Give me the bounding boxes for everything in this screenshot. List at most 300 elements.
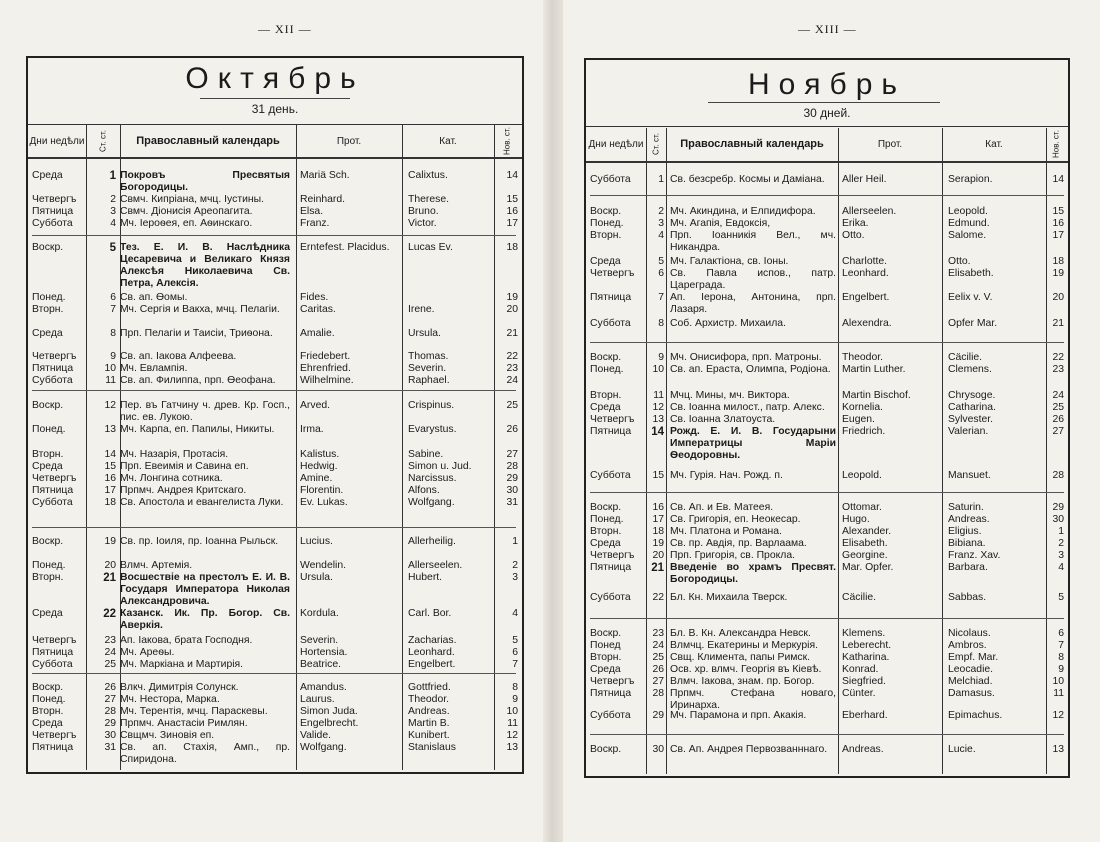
- catholic-name-cell: Wolfgang.: [408, 497, 455, 508]
- old-style-date-cell: 30: [652, 744, 664, 755]
- orthodox-saint-cell: Св. ап. Ераста, Олимпа, Родіона.: [670, 364, 831, 375]
- new-style-date-cell: 10: [506, 706, 518, 717]
- orthodox-saint-cell: Мч. Онисифора, прп. Матроны.: [670, 352, 822, 363]
- old-style-date-cell: 12: [104, 400, 116, 411]
- orthodox-saint-cell: Мч. Агапія, Евдоксія,: [670, 218, 771, 229]
- weekday-cell: Воскр.: [32, 682, 64, 693]
- catholic-name-cell: Kunibert.: [408, 730, 450, 741]
- catholic-name-cell: Eelix v. V.: [948, 292, 993, 303]
- new-style-date-cell: 14: [1052, 174, 1064, 185]
- old-style-date-cell: 6: [658, 268, 664, 279]
- new-style-date-cell: 12: [1052, 710, 1064, 721]
- new-style-date-cell: 22: [1052, 352, 1064, 363]
- orthodox-saint-cell: Покровъ Пресвятыя Богородицы.: [120, 170, 290, 193]
- old-style-date-cell: 9: [658, 352, 664, 363]
- new-style-date-cell: 24: [506, 375, 518, 386]
- protestant-name-cell: Alexendra.: [842, 318, 892, 329]
- old-style-date-cell: 19: [104, 536, 116, 547]
- new-style-date-cell: 30: [1052, 514, 1064, 525]
- catholic-name-cell: Salome.: [948, 230, 987, 241]
- old-style-date-cell: 4: [658, 230, 664, 241]
- weekday-cell: Вторн.: [32, 449, 64, 460]
- old-style-date-cell: 29: [652, 710, 664, 721]
- weekday-cell: Четвергъ: [32, 730, 77, 741]
- catholic-name-cell: Leonhard.: [408, 647, 455, 658]
- catholic-name-cell: Empf. Mar.: [948, 652, 999, 663]
- header-protestant: Прот.: [336, 135, 362, 147]
- protestant-name-cell: Leberecht.: [842, 640, 892, 651]
- protestant-name-cell: Hugo.: [842, 514, 870, 525]
- catholic-name-cell: Bibiana.: [948, 538, 986, 549]
- orthodox-saint-cell: Восшествіе на престолъ Е. И. В. Государя Императора Николая Александровича.: [120, 572, 290, 607]
- catholic-name-cell: Irene.: [408, 304, 435, 315]
- weekday-cell: Понед.: [590, 514, 624, 525]
- catholic-name-cell: Lucie.: [948, 744, 976, 755]
- new-style-date-cell: 2: [1058, 538, 1064, 549]
- catholic-name-cell: Lucas Ev.: [408, 242, 453, 253]
- header-new-style: Нов. ст.: [1051, 130, 1061, 158]
- weekday-cell: Понед.: [32, 694, 66, 705]
- old-style-date-cell: 10: [104, 363, 116, 374]
- new-style-date-cell: 9: [512, 694, 518, 705]
- new-style-date-cell: 6: [1058, 628, 1064, 639]
- protestant-name-cell: Kornelia.: [842, 402, 884, 413]
- weekday-cell: Воскр.: [32, 400, 64, 411]
- protestant-name-cell: Ursula.: [300, 572, 333, 583]
- weekday-cell: Среда: [590, 538, 621, 549]
- old-style-date-cell: 24: [652, 640, 664, 651]
- new-style-date-cell: 8: [512, 682, 518, 693]
- catholic-name-cell: Leocadie.: [948, 664, 994, 675]
- catholic-name-cell: Clemens.: [948, 364, 992, 375]
- new-style-date-cell: 4: [512, 608, 518, 619]
- protestant-name-cell: Aller Heil.: [842, 174, 887, 185]
- old-style-date-cell: 5: [109, 242, 116, 254]
- new-style-date-cell: 2: [512, 560, 518, 571]
- catholic-name-cell: Catharina.: [948, 402, 996, 413]
- catholic-name-cell: Eligius.: [948, 526, 982, 537]
- orthodox-saint-cell: Св. ап. Іакова Алфеева.: [120, 351, 237, 362]
- weekday-cell: Четвергъ: [32, 351, 77, 362]
- protestant-name-cell: Florentin.: [300, 485, 344, 496]
- orthodox-saint-cell: Мч. Платона и Романа.: [670, 526, 782, 537]
- protestant-name-cell: Cünter.: [842, 688, 876, 699]
- new-style-date-cell: 5: [512, 635, 518, 646]
- old-style-date-cell: 14: [104, 449, 116, 460]
- weekday-cell: Пятница: [32, 647, 74, 658]
- orthodox-saint-cell: Мчц. Мины, мч. Виктора.: [670, 390, 790, 401]
- orthodox-saint-cell: Св. Ап. Андрея Первозванннаго.: [670, 744, 828, 755]
- new-style-date-cell: 15: [1052, 206, 1064, 217]
- old-style-date-cell: 21: [103, 572, 116, 584]
- old-style-date-cell: 13: [652, 414, 664, 425]
- protestant-name-cell: Mariä Sch.: [300, 170, 350, 181]
- new-style-date-cell: 27: [506, 449, 518, 460]
- new-style-date-cell: 29: [506, 473, 518, 484]
- orthodox-saint-cell: Св. Григорія, еп. Неокесар.: [670, 514, 801, 525]
- weekday-cell: Суббота: [590, 592, 631, 603]
- catholic-name-cell: Nicolaus.: [948, 628, 991, 639]
- old-style-date-cell: 18: [652, 526, 664, 537]
- old-style-date-cell: 15: [652, 470, 664, 481]
- orthodox-saint-cell: Св. Іоанна милост., патр. Алекс.: [670, 402, 825, 413]
- old-style-date-cell: 1: [109, 170, 116, 182]
- protestant-name-cell: Konrad.: [842, 664, 879, 675]
- header-orthodox: Православный календарь: [136, 134, 280, 147]
- old-style-date-cell: 11: [105, 375, 116, 386]
- weekday-cell: Воскр.: [32, 242, 64, 253]
- orthodox-saint-cell: Мч. Нестора, Марка.: [120, 694, 220, 705]
- weekday-cell: Среда: [32, 461, 63, 472]
- month-title: Ноябрь: [747, 68, 907, 101]
- new-style-date-cell: 20: [506, 304, 518, 315]
- weekday-cell: Суббота: [32, 659, 73, 670]
- calendar-table: [28, 158, 522, 770]
- weekday-cell: Четвергъ: [32, 635, 77, 646]
- new-style-date-cell: 16: [506, 206, 518, 217]
- new-style-date-cell: 21: [506, 328, 518, 339]
- old-style-date-cell: 22: [103, 608, 116, 620]
- orthodox-saint-cell: Мч. Карпа, еп. Папилы, Никиты.: [120, 424, 275, 435]
- weekday-cell: Среда: [32, 328, 63, 339]
- month-title: Октябрь: [185, 62, 365, 95]
- header-new-style: Нов. ст.: [502, 127, 512, 155]
- old-style-date-cell: 22: [652, 592, 664, 603]
- old-style-date-cell: 7: [658, 292, 664, 303]
- new-style-date-cell: 3: [512, 572, 518, 583]
- header-protestant: Прот.: [877, 138, 903, 150]
- orthodox-saint-cell: Прп. Пелагіи и Таисіи, Триѳона.: [120, 328, 273, 339]
- orthodox-saint-cell: Св. Ап. и Ев. Матеея.: [670, 502, 774, 513]
- orthodox-saint-cell: Мч. Сергія и Вакха, мчц. Пелагіи.: [120, 304, 280, 315]
- weekday-cell: Воскр.: [32, 536, 64, 547]
- calendar-frame: [26, 56, 524, 774]
- week-separator: [32, 527, 516, 528]
- catholic-name-cell: Opfer Mar.: [948, 318, 998, 329]
- protestant-name-cell: Martin Bischof.: [842, 390, 911, 401]
- weekday-cell: Среда: [32, 608, 63, 619]
- new-style-date-cell: 30: [506, 485, 518, 496]
- protestant-name-cell: Wendelin.: [300, 560, 347, 571]
- orthodox-saint-cell: Мч. Лонгина сотника.: [120, 473, 223, 484]
- orthodox-saint-cell: Мч. Іероѳея, еп. Аѳинскаго.: [120, 218, 253, 229]
- protestant-name-cell: Theodor.: [842, 352, 884, 363]
- weekday-cell: Суббота: [32, 497, 73, 508]
- new-style-date-cell: 18: [1052, 256, 1064, 267]
- old-style-date-cell: 31: [104, 742, 116, 753]
- catholic-name-cell: Severin.: [408, 363, 447, 374]
- column-header: [586, 126, 1068, 163]
- old-style-date-cell: 27: [652, 676, 664, 687]
- orthodox-saint-cell: Соб. Архистр. Михаила.: [670, 318, 786, 329]
- weekday-cell: Понед.: [590, 218, 624, 229]
- old-style-date-cell: 3: [658, 218, 664, 229]
- catholic-name-cell: Victor.: [408, 218, 437, 229]
- protestant-name-cell: Eberhard.: [842, 710, 888, 721]
- new-style-date-cell: 5: [1058, 592, 1064, 603]
- new-style-date-cell: 17: [506, 218, 518, 229]
- catholic-name-cell: Theodor.: [408, 694, 450, 705]
- weekday-cell: Вторн.: [32, 304, 64, 315]
- orthodox-saint-cell: Влмчц. Екатерины и Меркурія.: [670, 640, 818, 651]
- catholic-name-cell: Ambros.: [948, 640, 987, 651]
- catholic-name-cell: Raphael.: [408, 375, 450, 386]
- catholic-name-cell: Damasus.: [948, 688, 995, 699]
- old-style-date-cell: 17: [104, 485, 116, 496]
- orthodox-saint-cell: Тез. Е. И. В. Наслѣдника Цесаревича и Великаго Князя Алексѣя Николаевича Св. Петра, Алексія.: [120, 242, 290, 289]
- column-rule: [838, 128, 839, 774]
- weekday-cell: Пятница: [590, 426, 632, 437]
- header-old-style: Ст. ст.: [98, 130, 108, 152]
- new-style-date-cell: 13: [1052, 744, 1064, 755]
- new-style-date-cell: 28: [1052, 470, 1064, 481]
- title-rule: [200, 98, 350, 99]
- new-style-date-cell: 25: [1052, 402, 1064, 413]
- orthodox-saint-cell: Влмч. Іакова, знам. пр. Богор.: [670, 676, 815, 687]
- orthodox-saint-cell: Свщмч. Зиновія еп.: [120, 730, 215, 741]
- weekday-cell: Вторн.: [32, 706, 64, 717]
- weekday-cell: Пятница: [32, 206, 74, 217]
- orthodox-saint-cell: Прп. Іоанникія Вел., мч. Никандра.: [670, 230, 836, 253]
- catholic-name-cell: Barbara.: [948, 562, 988, 573]
- catholic-name-cell: Andreas.: [948, 514, 990, 525]
- weekday-cell: Воскр.: [590, 502, 622, 513]
- protestant-name-cell: Severin.: [300, 635, 339, 646]
- new-style-date-cell: 26: [1052, 414, 1064, 425]
- column-rule: [666, 128, 667, 774]
- old-style-date-cell: 10: [652, 364, 664, 375]
- orthodox-saint-cell: Ап. Іерона, Антонина, прп. Лазаря.: [670, 292, 836, 315]
- protestant-name-cell: Amandus.: [300, 682, 347, 693]
- old-style-date-cell: 4: [110, 218, 116, 229]
- days-count: 31 день.: [251, 102, 299, 116]
- new-style-date-cell: 1: [512, 536, 518, 547]
- catholic-name-cell: Bruno.: [408, 206, 439, 217]
- week-separator: [590, 492, 1064, 493]
- old-style-date-cell: 6: [110, 292, 116, 303]
- orthodox-saint-cell: Влмч. Артемія.: [120, 560, 193, 571]
- week-separator: [590, 195, 1064, 196]
- old-style-date-cell: 26: [104, 682, 116, 693]
- weekday-cell: Понед.: [590, 364, 624, 375]
- weekday-cell: Четвергъ: [590, 268, 635, 279]
- new-style-date-cell: 21: [1052, 318, 1064, 329]
- catholic-name-cell: Cäcilie.: [948, 352, 983, 363]
- protestant-name-cell: Engelbrecht.: [300, 718, 359, 729]
- new-style-date-cell: 17: [1052, 230, 1064, 241]
- old-style-date-cell: 25: [104, 659, 116, 670]
- new-style-date-cell: 7: [1058, 640, 1064, 651]
- catholic-name-cell: Thomas.: [408, 351, 449, 362]
- old-style-date-cell: 27: [104, 694, 116, 705]
- new-style-date-cell: 25: [506, 400, 518, 411]
- protestant-name-cell: Leopold.: [842, 470, 882, 481]
- orthodox-saint-cell: Св. пр. Іоиля, пр. Іоанна Рыльск.: [120, 536, 279, 547]
- catholic-name-cell: Mansuet.: [948, 470, 991, 481]
- catholic-name-cell: Sabbas.: [948, 592, 987, 603]
- old-style-date-cell: 5: [658, 256, 664, 267]
- old-style-date-cell: 12: [652, 402, 664, 413]
- catholic-name-cell: Allerheilig.: [408, 536, 456, 547]
- catholic-name-cell: Narcissus.: [408, 473, 457, 484]
- catholic-name-cell: Carl. Bor.: [408, 608, 452, 619]
- week-separator: [32, 673, 516, 674]
- old-style-date-cell: 15: [104, 461, 116, 472]
- weekday-cell: Понед.: [32, 292, 66, 303]
- catholic-name-cell: Ursula.: [408, 328, 441, 339]
- old-style-date-cell: 14: [651, 426, 664, 438]
- orthodox-saint-cell: Прпмч. Стефана новаго, Иринарха.: [670, 688, 836, 711]
- orthodox-saint-cell: Бл. Кн. Михаила Тверск.: [670, 592, 788, 603]
- protestant-name-cell: Hedwig.: [300, 461, 338, 472]
- old-style-date-cell: 20: [104, 560, 116, 571]
- protestant-name-cell: Caritas.: [300, 304, 336, 315]
- page-number: — XIII —: [798, 22, 857, 36]
- protestant-name-cell: Charlotte.: [842, 256, 888, 267]
- new-style-date-cell: 14: [506, 170, 518, 181]
- orthodox-saint-cell: Ап. Іакова, брата Господня.: [120, 635, 253, 646]
- orthodox-saint-cell: Прпмч. Андрея Критскаго.: [120, 485, 247, 496]
- catholic-name-cell: Calixtus.: [408, 170, 448, 181]
- catholic-name-cell: Epimachus.: [948, 710, 1003, 721]
- weekday-cell: Четвергъ: [32, 473, 77, 484]
- old-style-date-cell: 19: [652, 538, 664, 549]
- protestant-name-cell: Eugen.: [842, 414, 875, 425]
- days-count: 30 дней.: [803, 106, 851, 120]
- weekday-cell: Вторн.: [590, 652, 622, 663]
- new-style-date-cell: 11: [507, 718, 518, 729]
- orthodox-saint-cell: Свмч. Діонисія Ареопагита.: [120, 206, 253, 217]
- weekday-cell: Среда: [32, 718, 63, 729]
- old-style-date-cell: 2: [658, 206, 664, 217]
- new-style-date-cell: 28: [506, 461, 518, 472]
- orthodox-saint-cell: Св. ап. Стахія, Амп., пр. Спиридона.: [120, 742, 290, 765]
- weekday-cell: Воскр.: [590, 744, 622, 755]
- weekday-cell: Вторн.: [590, 390, 622, 401]
- old-style-date-cell: 13: [104, 424, 116, 435]
- header-catholic: Кат.: [985, 138, 1003, 150]
- weekday-cell: Четвергъ: [32, 194, 77, 205]
- new-style-date-cell: 18: [506, 242, 518, 253]
- protestant-name-cell: Reinhard.: [300, 194, 346, 205]
- catholic-name-cell: Sabine.: [408, 449, 444, 460]
- new-style-date-cell: 31: [506, 497, 518, 508]
- week-separator: [590, 342, 1064, 343]
- week-separator: [32, 390, 516, 391]
- protestant-name-cell: Leonhard.: [842, 268, 889, 279]
- old-style-date-cell: 24: [104, 647, 116, 658]
- orthodox-saint-cell: Св. Апостола и евангелиста Луки.: [120, 497, 284, 508]
- orthodox-saint-cell: Пер. въ Гатчину ч. древ. Кр. Госп., пис. ев. Лукою.: [120, 400, 290, 423]
- new-style-date-cell: 9: [1058, 664, 1064, 675]
- orthodox-saint-cell: Св. Павла испов., патр. Цареграда.: [670, 268, 836, 291]
- new-style-date-cell: 23: [506, 363, 518, 374]
- old-style-date-cell: 25: [652, 652, 664, 663]
- weekday-cell: Воскр.: [590, 628, 622, 639]
- orthodox-saint-cell: Св. пр. Авдія, пр. Варлаама.: [670, 538, 807, 549]
- orthodox-saint-cell: Введеніе во храмъ Пресвят. Богородицы.: [670, 562, 836, 585]
- orthodox-saint-cell: Свмч. Кипріана, мчц. Іустины.: [120, 194, 264, 205]
- protestant-name-cell: Hortensia.: [300, 647, 348, 658]
- weekday-cell: Суббота: [590, 174, 631, 185]
- protestant-name-cell: Elsa.: [300, 206, 324, 217]
- new-style-date-cell: 8: [1058, 652, 1064, 663]
- title-rule: [708, 102, 940, 103]
- orthodox-saint-cell: Св. Іоанна Златоуста.: [670, 414, 776, 425]
- protestant-name-cell: Cäcilie.: [842, 592, 877, 603]
- protestant-name-cell: Friedrich.: [842, 426, 886, 437]
- catholic-name-cell: Martin B.: [408, 718, 450, 729]
- orthodox-saint-cell: Мч. Маркіана и Мартирія.: [120, 659, 244, 670]
- old-style-date-cell: 28: [652, 688, 664, 699]
- catholic-name-cell: Stanislaus: [408, 742, 456, 753]
- new-style-date-cell: 22: [506, 351, 518, 362]
- catholic-name-cell: Elisabeth.: [948, 268, 994, 279]
- old-style-date-cell: 17: [652, 514, 664, 525]
- protestant-name-cell: Irma.: [300, 424, 324, 435]
- orthodox-saint-cell: Мч. Терентія, мчц. Параскевы.: [120, 706, 268, 717]
- old-style-date-cell: 21: [651, 562, 664, 574]
- catholic-name-cell: Evarystus.: [408, 424, 457, 435]
- old-style-date-cell: 30: [104, 730, 116, 741]
- protestant-name-cell: Simon Juda.: [300, 706, 358, 717]
- weekday-cell: Вторн.: [590, 526, 622, 537]
- orthodox-saint-cell: Мч. Ареѳы.: [120, 647, 175, 658]
- protestant-name-cell: Friedebert.: [300, 351, 351, 362]
- weekday-cell: Вторн.: [32, 572, 64, 583]
- old-style-date-cell: 11: [653, 390, 664, 401]
- weekday-cell: Четвергъ: [590, 550, 635, 561]
- weekday-cell: Четвергъ: [590, 676, 635, 687]
- orthodox-saint-cell: Прп. Евеимія и Савина еп.: [120, 461, 249, 472]
- column-rule: [942, 128, 943, 774]
- old-style-date-cell: 18: [104, 497, 116, 508]
- orthodox-saint-cell: Мч. Евлампія.: [120, 363, 188, 374]
- new-style-date-cell: 15: [506, 194, 518, 205]
- catholic-name-cell: Allerseelen.: [408, 560, 463, 571]
- weekday-cell: Понед.: [32, 560, 66, 571]
- orthodox-saint-cell: Осв. хр. влмч. Георгія въ Кіевѣ.: [670, 664, 822, 675]
- protestant-name-cell: Ottomar.: [842, 502, 882, 513]
- page-november: [552, 0, 1100, 842]
- weekday-cell: Суббота: [32, 375, 73, 386]
- header-day: Дни недѣли: [588, 138, 644, 150]
- catholic-name-cell: Therese.: [408, 194, 450, 205]
- protestant-name-cell: Martin Luther.: [842, 364, 906, 375]
- protestant-name-cell: Lucius.: [300, 536, 333, 547]
- new-style-date-cell: 27: [1052, 426, 1064, 437]
- weekday-cell: Пятница: [590, 688, 632, 699]
- weekday-cell: Суббота: [32, 218, 73, 229]
- weekday-cell: Суббота: [590, 470, 631, 481]
- protestant-name-cell: Amine.: [300, 473, 333, 484]
- weekday-cell: Суббота: [590, 318, 631, 329]
- orthodox-saint-cell: Прп. Григорія, св. Прокла.: [670, 550, 796, 561]
- old-style-date-cell: 23: [104, 635, 116, 646]
- catholic-name-cell: Edmund.: [948, 218, 990, 229]
- catholic-name-cell: Sylvester.: [948, 414, 994, 425]
- old-style-date-cell: 23: [652, 628, 664, 639]
- protestant-name-cell: Siegfried.: [842, 676, 886, 687]
- new-style-date-cell: 29: [1052, 502, 1064, 513]
- old-style-date-cell: 29: [104, 718, 116, 729]
- week-separator: [590, 618, 1064, 619]
- protestant-name-cell: Franz.: [300, 218, 330, 229]
- orthodox-saint-cell: Бл. В. Кн. Александра Невск.: [670, 628, 811, 639]
- orthodox-saint-cell: Св. безсребр. Космы и Даміана.: [670, 174, 825, 185]
- old-style-date-cell: 28: [104, 706, 116, 717]
- old-style-date-cell: 7: [110, 304, 116, 315]
